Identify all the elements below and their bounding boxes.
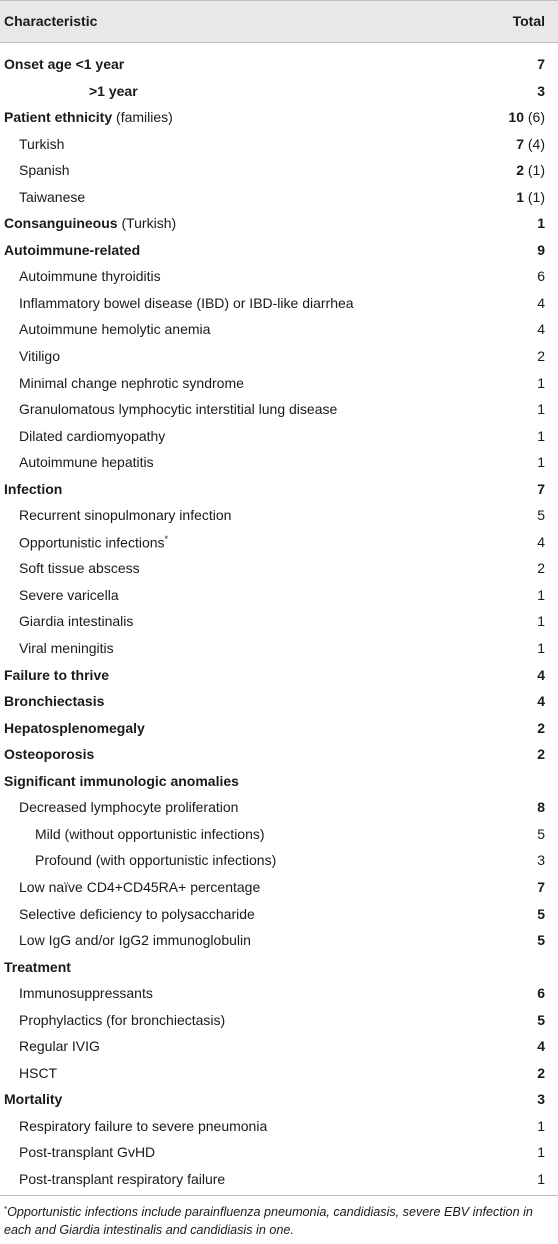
table-row [0,848,558,875]
row-label [4,959,71,975]
row-label [4,773,239,789]
row-label [19,613,133,629]
row-label-text: Opportunistic infections [19,534,165,551]
row-label [4,242,140,258]
row-label-text: Mild (without opportunistic infections) [35,825,265,842]
row-label-text: Selective deficiency to polysaccharide [19,905,255,922]
row-total-value: 3 [537,82,545,99]
row-total [537,1144,545,1160]
row-total [537,1065,545,1081]
row-label [19,640,114,656]
row-label [89,83,138,99]
row-total-value: 1 [537,215,545,232]
row-total [537,534,545,550]
row-total-value: 1 [516,188,524,205]
row-total-value: 7 [537,878,545,895]
row-label [4,1091,62,1107]
table-row [0,238,558,265]
row-total-value: 2 [537,719,545,736]
table-bottom-rule [0,1195,558,1196]
row-total [537,932,545,948]
footnote-text: Opportunistic infections include parainfluenza pneumonia, candidiasis, severe EBV infection in each and Giardia intestinalis and candidiasis in one. [4,1205,533,1237]
row-label-text: Treatment [4,958,71,975]
table-row [0,291,558,318]
row-label-text: Autoimmune-related [4,241,141,258]
row-label [19,587,119,603]
row-label [4,720,145,736]
table-row [0,981,558,1008]
row-total [537,799,545,815]
table-row [0,52,558,79]
row-total [537,693,545,709]
row-total-value: 5 [537,932,545,949]
table-row [0,902,558,929]
row-label-text: Post-transplant GvHD [19,1144,156,1161]
row-label-text: Infection [4,480,63,497]
row-label-text: Immunosuppressants [19,985,153,1002]
row-total-value: 2 [537,560,545,577]
row-total-value: 4 [537,693,545,710]
row-label [4,109,173,125]
row-label-text: Spanish [19,162,70,179]
table-row [0,317,558,344]
row-label [19,295,354,311]
row-total [516,189,545,205]
row-label-text: Prophylactics (for bronchiectasis) [19,1011,226,1028]
row-label [4,481,62,497]
row-label [19,534,168,551]
table-row [0,955,558,982]
row-label-text: Low naïve CD4+CD45RA+ percentage [19,878,261,895]
row-total-value: 1 [537,401,545,418]
row-total [537,667,545,683]
row-total-value: 5 [537,507,545,524]
row-label-text: Decreased lymphocyte proliferation [19,799,239,816]
row-label [35,852,276,868]
table-row [0,556,558,583]
total-header: Total [512,13,545,29]
row-label [19,1065,57,1081]
row-label-text: >1 year [89,82,138,99]
row-total [537,1171,545,1187]
row-total-value: 1 [537,613,545,630]
row-total [537,295,545,311]
row-label [19,906,255,922]
row-label [19,136,64,152]
row-label-text: Bronchiectasis [4,693,105,710]
row-total [537,401,545,417]
row-total [537,454,545,470]
row-total [537,1038,545,1054]
row-label [19,189,85,205]
row-label [19,268,161,284]
table-row [0,132,558,159]
table-footnote [4,1203,552,1239]
row-label-text: Soft tissue abscess [19,560,140,577]
row-total-value: 9 [537,241,545,258]
row-label-text: Granulomatous lymphocytic interstitial lung disease [19,401,338,418]
table-row [0,1034,558,1061]
row-label-text: Osteoporosis [4,746,95,763]
row-label-text: Recurrent sinopulmonary infection [19,507,232,524]
row-label [19,1012,225,1028]
row-total [537,507,545,523]
row-label-text: Low IgG and/or IgG2 immunoglobulin [19,932,251,949]
row-label [19,375,244,391]
row-label [4,693,104,709]
row-label [19,560,140,576]
row-total-value: 1 [537,427,545,444]
row-label [19,799,238,815]
row-label-note: (Turkish) [121,215,177,232]
table-row [0,928,558,955]
table-row [0,185,558,212]
row-label [19,1144,155,1160]
row-label-text: Vitiligo [19,348,60,365]
row-total-value: 1 [537,1170,545,1187]
row-total-value: 5 [537,905,545,922]
row-total [537,1012,545,1028]
row-label-text: Minimal change nephrotic syndrome [19,374,244,391]
row-total [537,985,545,1001]
table-row [0,1140,558,1167]
row-total-value: 5 [537,825,545,842]
row-total-value: 5 [537,1011,545,1028]
row-label [19,348,60,364]
table-row [0,689,558,716]
table-row [0,769,558,796]
row-total [537,268,545,284]
row-total [537,640,545,656]
row-label [4,667,109,683]
row-total-note: (4) [527,135,545,152]
row-total-value: 2 [537,348,545,365]
row-total [537,826,545,842]
row-label [19,401,337,417]
row-label-footnote-marker: * [164,533,169,544]
table-body [0,52,558,1194]
row-label [19,1171,225,1187]
row-label [19,507,231,523]
row-total-value: 4 [537,294,545,311]
row-label [19,428,165,444]
row-total [537,720,545,736]
row-label-text: Viral meningitis [19,640,114,657]
table-row [0,79,558,106]
row-label-text: Post-transplant respiratory failure [19,1170,226,1187]
row-label-note: (families) [116,109,173,126]
row-total-value: 2 [537,746,545,763]
row-total-value: 10 [508,109,524,126]
row-total-note: (6) [527,109,545,126]
table-row [0,1061,558,1088]
row-label [4,746,94,762]
characteristic-header: Characteristic [4,13,98,29]
row-total-value: 7 [537,56,545,72]
table-row [0,1167,558,1194]
row-label-text: Onset age <1 year [4,56,125,72]
row-label-text: Autoimmune hemolytic anemia [19,321,211,338]
row-total-value: 2 [516,162,524,179]
row-label [35,826,265,842]
table-row [0,663,558,690]
row-label [19,879,260,895]
row-total [537,348,545,364]
row-total [537,215,545,231]
row-label-text: Consanguineous [4,215,118,232]
row-total [537,83,545,99]
row-label-text: Profound (with opportunistic infections) [35,852,277,869]
row-total-value: 1 [537,1144,545,1161]
table-row [0,211,558,238]
table-row [0,875,558,902]
row-total [537,428,545,444]
row-label-text: Patient ethnicity [4,109,113,126]
table-row [0,344,558,371]
row-total [537,321,545,337]
row-label-text: Autoimmune thyroiditis [19,268,161,285]
table-row [0,636,558,663]
row-total-value: 1 [537,374,545,391]
row-total [537,1091,545,1107]
table-row [0,742,558,769]
row-label [4,56,124,72]
row-total-value: 1 [537,1117,545,1134]
row-total-note: (1) [527,188,545,205]
row-label-text: Autoimmune hepatitis [19,454,154,471]
table-row [0,371,558,398]
row-total [537,375,545,391]
row-total [537,746,545,762]
row-total-value: 4 [537,321,545,338]
table-header [0,0,558,43]
table-row [0,264,558,291]
row-total [508,109,545,125]
row-total-note: (1) [527,162,545,179]
footnote-marker: * [4,1205,8,1214]
row-label [19,162,70,178]
row-total-value: 8 [537,799,545,816]
row-label [19,932,251,948]
row-total [537,242,545,258]
row-total [537,879,545,895]
row-label-text: Hepatosplenomegaly [4,719,145,736]
row-total-value: 7 [516,135,524,152]
row-label-text: Taiwanese [19,188,86,205]
row-label-text: Turkish [19,135,65,152]
row-total [537,852,545,868]
table-row [0,477,558,504]
row-total-value: 1 [537,640,545,657]
row-total [537,587,545,603]
row-total-value: 4 [537,1038,545,1055]
row-total-value: 3 [537,852,545,869]
row-total [537,1118,545,1134]
row-total-value: 6 [537,268,545,285]
row-label-text: Dilated cardiomyopathy [19,427,166,444]
row-label-text: Inflammatory bowel disease (IBD) or IBD-like diarrhea [19,294,354,311]
row-total-value: 2 [537,1064,545,1081]
table-row [0,424,558,451]
row-total-value: 4 [537,533,545,550]
table-row [0,583,558,610]
row-total [516,162,545,178]
table-row [0,397,558,424]
table-row [0,822,558,849]
row-total-value: 3 [537,1091,545,1108]
row-total-value: 6 [537,985,545,1002]
row-label [19,1118,267,1134]
row-label-text: Failure to thrive [4,666,110,683]
row-label [19,985,153,1001]
table-row [0,1087,558,1114]
row-label-text: Giardia intestinalis [19,613,134,630]
table-row [0,1008,558,1035]
table-row [0,795,558,822]
row-total [537,481,545,497]
table-row [0,1114,558,1141]
row-label-text: Significant immunologic anomalies [4,772,239,789]
row-label-text: HSCT [19,1064,58,1081]
row-label-text: Regular IVIG [19,1038,100,1055]
table-row [0,450,558,477]
row-total [537,560,545,576]
row-label [4,215,176,231]
row-label-text: Severe varicella [19,586,119,603]
table-row [0,158,558,185]
row-total [516,136,545,152]
row-label [19,454,154,470]
table-row [0,530,558,557]
table-row [0,105,558,132]
row-label-text: Respiratory failure to severe pneumonia [19,1117,268,1134]
row-label [19,321,210,337]
row-label-text: Mortality [4,1091,63,1108]
row-total-value: 4 [537,666,545,683]
row-total-value: 1 [537,454,545,471]
row-total [537,613,545,629]
row-total [537,906,545,922]
row-total-value: 7 [537,480,545,497]
row-total [537,56,545,72]
row-total-value: 1 [537,586,545,603]
table-row [0,609,558,636]
table-row [0,503,558,530]
row-label [19,1038,100,1054]
table-row [0,716,558,743]
